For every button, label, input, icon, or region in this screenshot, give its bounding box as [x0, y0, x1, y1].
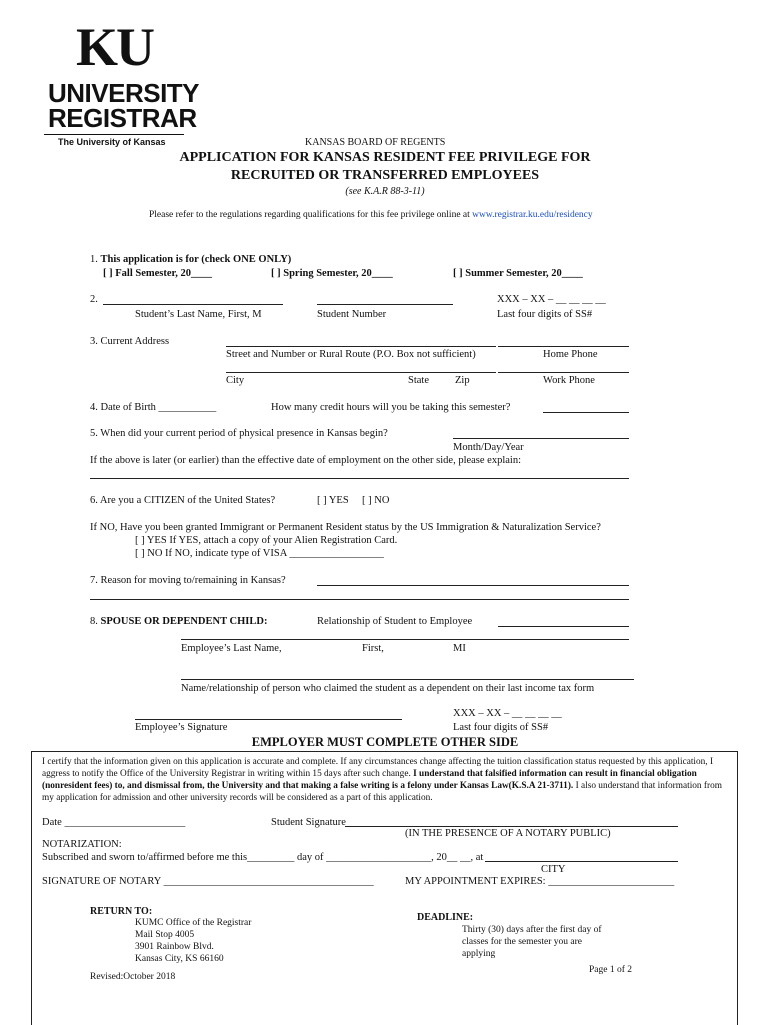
deadline-line3: applying: [462, 949, 496, 959]
claimed-dependent-caption: Name/relationship of person who claimed the student as a dependent on their last income tax form: [181, 683, 595, 694]
q2-number: 2.: [90, 294, 98, 305]
claimed-dependent-field[interactable]: [181, 679, 634, 680]
work-phone-caption: Work Phone: [543, 375, 595, 386]
form-title-line2: RECRUITED OR TRANSFERRED EMPLOYEES: [230, 168, 540, 183]
regulations-note-text: Please refer to the regulations regarding qualifications for this fee privilege online at: [149, 210, 470, 220]
board-heading: KANSAS BOARD OF REGENTS: [305, 137, 446, 148]
fall-semester-option[interactable]: [ ] Fall Semester, 20____: [103, 268, 212, 279]
q3-label: 3. Current Address: [90, 336, 170, 347]
student-ssn-mask[interactable]: XXX – XX – __ __ __ __: [497, 294, 606, 305]
certify-part1: I certify that the information given on this application is accurate and complete. If any circumstances change affecting the tuition classification status requested by this application, I aggress to notify the Office of the University Registrar in writing within 15 days after such change.: [42, 757, 714, 779]
notarization-heading: NOTARIZATION:: [42, 839, 122, 850]
home-phone-caption: Home Phone: [543, 349, 598, 360]
return-address-line4: Kansas City, KS 66160: [135, 954, 224, 964]
regulation-reference: (see K.A.R 88-3-11): [345, 186, 425, 197]
regulations-note: [149, 210, 593, 220]
return-address-line2: Mail Stop 4005: [135, 930, 195, 940]
citizen-yes-option[interactable]: [ ] YES: [317, 495, 349, 506]
notary-presence-note: (IN THE PRESENCE OF A NOTARY PUBLIC): [405, 828, 611, 839]
q1-text: This application is for (check ONE ONLY): [100, 254, 292, 265]
reason-field-line2[interactable]: [90, 599, 629, 600]
immigrant-status-question: If NO, Have you been granted Immigrant or Permanent Resident status by the US Immigration & Naturalization Service?: [90, 522, 601, 533]
city-caption-notary: CITY: [541, 864, 566, 875]
return-address-line3: 3901 Rainbow Blvd.: [135, 942, 214, 952]
employee-last-name-caption: Employee’s Last Name,: [181, 643, 282, 654]
date-of-birth-field[interactable]: 4. Date of Birth ___________: [90, 402, 217, 413]
employee-ssn-caption: Last four digits of SS#: [453, 722, 549, 733]
relationship-field[interactable]: [498, 626, 629, 627]
credit-hours-question: How many credit hours will you be taking this semester?: [271, 402, 511, 413]
city-field[interactable]: [485, 861, 678, 862]
student-signature-field[interactable]: [345, 826, 678, 827]
city-caption: City: [226, 375, 245, 386]
deadline-line2: classes for the semester you are: [462, 937, 583, 947]
employee-name-field[interactable]: [181, 639, 629, 640]
employee-mi-caption: MI: [453, 643, 466, 654]
student-number-caption: Student Number: [317, 309, 387, 320]
citizen-no-option[interactable]: [ ] NO: [362, 495, 390, 506]
q1-number: 1.: [90, 254, 101, 265]
logo-tagline: The University of Kansas: [58, 137, 166, 147]
logo-rule: [44, 134, 184, 135]
deadline-line1: Thirty (30) days after the first day of: [462, 925, 602, 935]
notary-signature-field[interactable]: SIGNATURE OF NOTARY ________________________________________: [42, 876, 374, 887]
return-address-line1: KUMC Office of the Registrar: [135, 918, 252, 928]
form-title-line1: APPLICATION FOR KANSAS RESIDENT FEE PRIVILEGE FOR: [179, 150, 591, 165]
student-name-caption: Student’s Last Name, First, M: [135, 309, 262, 320]
page-number: Page 1 of 2: [589, 965, 633, 975]
reason-field-line1[interactable]: [317, 585, 629, 586]
certification-statement: [42, 756, 730, 804]
logo-university: UNIVERSITY: [48, 78, 200, 108]
q8-number: 8.: [90, 616, 101, 627]
deadline-label: DEADLINE:: [417, 912, 474, 923]
return-to-label: RETURN TO:: [90, 906, 153, 917]
home-phone-field[interactable]: [498, 346, 629, 347]
logo-ku-mark: KU: [76, 17, 153, 77]
employee-signature-field[interactable]: [135, 719, 402, 720]
logo-registrar: REGISTRAR: [48, 103, 197, 133]
student-number-field[interactable]: [317, 304, 453, 305]
spring-semester-option[interactable]: [ ] Spring Semester, 20____: [271, 268, 393, 279]
summer-semester-option[interactable]: [ ] Summer Semester, 20____: [453, 268, 583, 279]
q6-label: 6. Are you a CITIZEN of the United States?: [90, 495, 276, 506]
explain-prompt: If the above is later (or earlier) than the effective date of employment on the other side, please explain:: [90, 455, 522, 466]
relationship-caption: Relationship of Student to Employee: [317, 616, 473, 627]
date-field[interactable]: Date _______________________: [42, 817, 186, 828]
state-caption: State: [408, 375, 429, 386]
city-state-zip-field[interactable]: [226, 372, 496, 373]
q5-label: 5. When did your current period of physical presence in Kansas begin?: [90, 428, 388, 439]
student-name-field[interactable]: [103, 304, 283, 305]
q1-label: [90, 254, 291, 265]
sworn-statement: Subscribed and sworn to/affirmed before me this_________ day of ____________________, 20__ __, at: [42, 852, 484, 863]
street-caption: Street and Number or Rural Route (P.O. Box not sufficient): [226, 349, 476, 360]
student-ssn-caption: Last four digits of SS#: [497, 309, 593, 320]
credit-hours-field[interactable]: [543, 412, 629, 413]
employee-signature-caption: Employee’s Signature: [135, 722, 228, 733]
residency-link[interactable]: www.registrar.ku.edu/residency: [472, 210, 593, 220]
explain-field[interactable]: [90, 478, 629, 479]
q8-label: [90, 616, 267, 627]
zip-caption: Zip: [455, 375, 470, 386]
student-signature-caption: Student Signature: [271, 817, 346, 828]
q7-label: 7. Reason for moving to/remaining in Kansas?: [90, 575, 286, 586]
immigrant-no-option[interactable]: [ ] NO If NO, indicate type of VISA __________________: [135, 548, 384, 559]
work-phone-field[interactable]: [498, 372, 629, 373]
employee-ssn-mask[interactable]: XXX – XX – __ __ __ __: [453, 708, 562, 719]
q8-text: SPOUSE OR DEPENDENT CHILD:: [100, 616, 268, 627]
revised-date: Revised:October 2018: [90, 972, 176, 982]
certify-bold-warning: I understand that falsified information can result in financial obligation (nonresident fees) to, and dismissal from, the University and that making a false writing is a felony under Kansas Law(K.S.A 21-3711).: [42, 769, 697, 791]
employee-first-caption: First,: [362, 643, 384, 654]
presence-date-caption: Month/Day/Year: [453, 442, 524, 453]
employer-must-complete: EMPLOYER MUST COMPLETE OTHER SIDE: [251, 735, 519, 749]
certify-part3: I also understand that information from my application for admission and other university records will be considered as a part of this application.: [42, 781, 722, 803]
immigrant-yes-option[interactable]: [ ] YES If YES, attach a copy of your Alien Registration Card.: [135, 535, 398, 546]
presence-date-field[interactable]: [453, 438, 629, 439]
street-address-field[interactable]: [226, 346, 496, 347]
appointment-expires-field[interactable]: MY APPOINTMENT EXPIRES: ________________________: [405, 876, 675, 887]
